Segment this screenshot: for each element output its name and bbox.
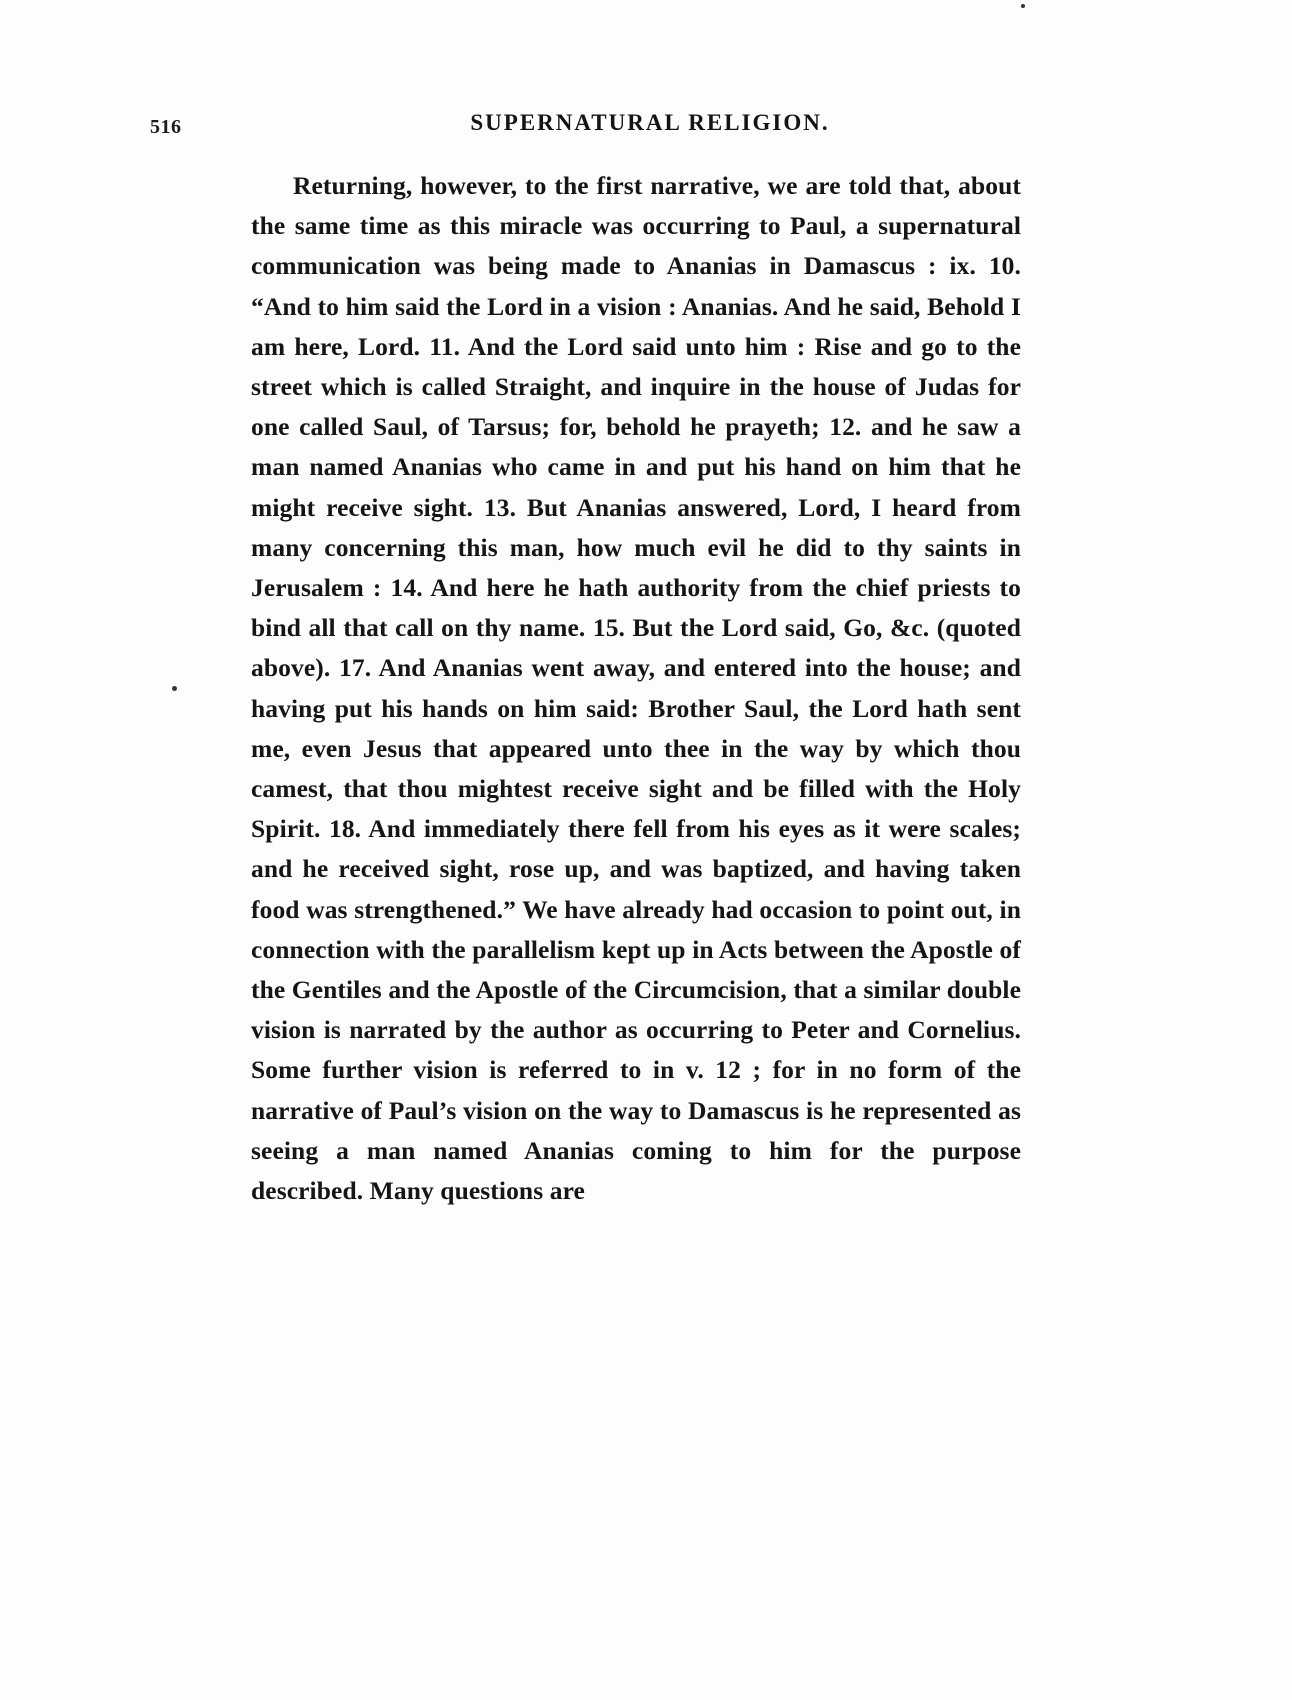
running-head: SUPERNATURAL RELIGION. (470, 110, 830, 135)
paragraph: Returning, however, to the first narrative, we are told that, about the same time as this miracle was occurring to Paul, a supernatural communication was being made to Ananias in Damascus : ix. 10. “And to him said the Lord in a vision : Ananias. And he said, Behold I am here, Lord. 11. And the Lord said unto him : Rise and go to the street which is called Straight, and inquire in the house of Judas for one called Saul, of Tarsus; for, behold he prayeth; 12. and he saw a man named Ananias who came in and put his hand on him that he might receive sight. 13. But Ananias answered, Lord, I heard from many concerning this man, how much evil he did to thy saints in Jerusalem : 14. And here he hath authority from the chief priests to bind all that call on thy name. 15. But the Lord said, Go, &c. (quoted above). 17. And Ananias went away, and entered into the house; and having put his hands on him said: Brother Saul, the Lord hath sent me, even Jesus that appeared unto thee in the way by which thou camest, that thou mightest receive sight and be filled with the Holy Spirit. 18. And immediately there fell from his eyes as it were scales; and he received sight, rose up, and was baptized, and having taken food was strengthened.” We have already had occasion to point out, in connection with the parallelism kept up in Acts between the Apostle of the Gentiles and the Apostle of the Circumcision, that a similar double vision is narrated by the author as occurring to Peter and Cornelius. Some further vision is referred to in v. 12 ; for in no form of the narrative of Paul’s vision on the way to Damascus is he represented as seeing a man named Ananias coming to him for the purpose described. Many questions are (251, 171, 1021, 1206)
page-header (150, 110, 1150, 144)
margin-speck-left (172, 686, 177, 691)
margin-speck-right (1021, 4, 1025, 8)
page-number: 516 (150, 116, 182, 138)
body-text (251, 166, 1021, 1211)
